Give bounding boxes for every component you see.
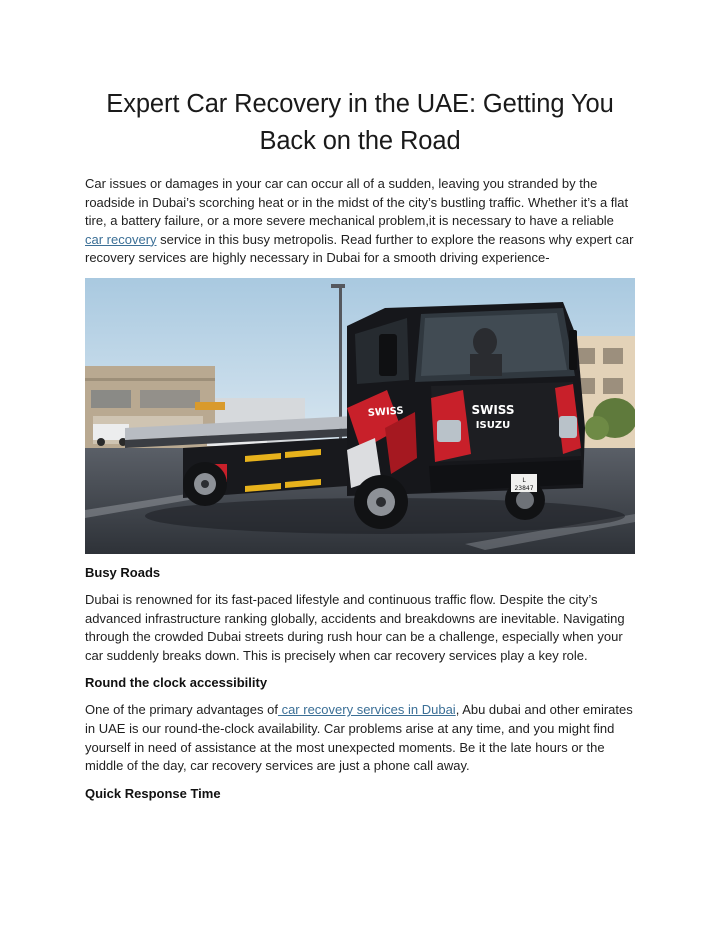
- busy-roads-paragraph: Dubai is renowned for its fast-paced lifestyle and continuous traffic flow. Despite the city’s advanced infrastructure ranking globally, accidents and breakdowns are inevitable. Navigating through the crowded Dubai streets during rush hour can be a challenge, especially when your car suddenly breaks down. This is precisely when car recovery services play a key role.: [85, 591, 625, 663]
- grille-logo: SWISS: [471, 402, 515, 417]
- headlight-right: [559, 416, 577, 438]
- intro-text-end: service in this busy metropolis. Read further to explore the reasons why expert car recovery services are highly necessary in Dubai for a smooth driving experience-: [85, 231, 634, 266]
- grille-model: ISUZU: [475, 419, 511, 431]
- round-the-clock-paragraph: [85, 701, 635, 775]
- side-mirror: [379, 334, 397, 376]
- headlight-left: [437, 420, 461, 442]
- title-line-2: Back on the Road: [259, 127, 461, 155]
- heading-busy-roads: Busy Roads: [85, 564, 161, 580]
- car-recovery-link[interactable]: car recovery: [85, 231, 157, 247]
- heading-quick-response: Quick Response Time: [85, 785, 221, 801]
- door-logo: SWISS: [367, 405, 405, 419]
- tow-truck-photo: [85, 278, 635, 554]
- intro-text-start: Car issues or damages in your car can occur all of a sudden, leaving you stranded by the roadside in Dubai’s scorching heat or in the midst of the city’s bustling traffic. Whether it’s a flat tire, a battery failure, or a more severe mechanical problem,it is necessary to have a reliable: [85, 176, 629, 229]
- round-text-end: , Abu dubai and other emirates in UAE is our round-the-clock availability. Car problems arise at any time, and you might find yourself in need of assistance at the most unexpected moments. Be it the late hours or the middle of the day, car recovery services are just a phone call away.: [85, 702, 633, 774]
- document-page: [85, 86, 635, 803]
- car-recovery-services-link[interactable]: car recovery services in Dubai: [277, 702, 456, 718]
- intro-paragraph: [85, 175, 635, 268]
- page-title: [85, 86, 635, 160]
- round-text-start: One of the primary advantages of: [85, 702, 278, 718]
- plate-letter: L: [522, 476, 526, 484]
- plate-number: 23847: [514, 484, 534, 492]
- heading-round-the-clock: Round the clock accessibility: [85, 675, 268, 691]
- title-line-1: Expert Car Recovery in the UAE: Getting You: [106, 90, 614, 118]
